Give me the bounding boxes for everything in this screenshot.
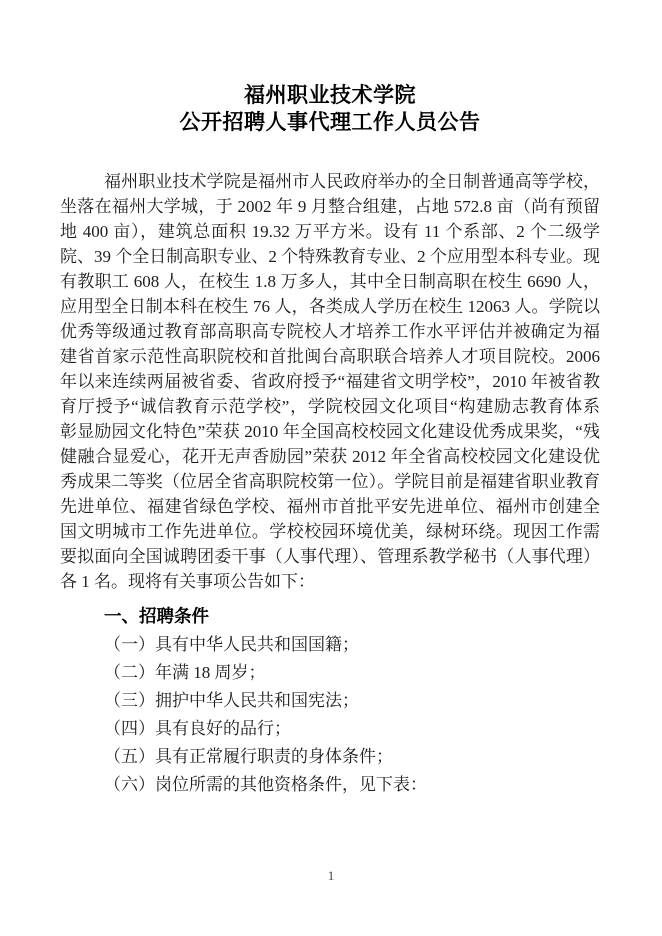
page-number: 1 — [327, 868, 335, 883]
conditions-list — [60, 631, 600, 799]
condition-item-4: （四）具有良好的品行； — [104, 719, 291, 738]
condition-item-6: （六）岗位所需的其他资格条件，见下表： — [104, 775, 427, 794]
condition-item-3: （三）拥护中华人民共和国宪法； — [104, 691, 359, 710]
condition-item-1: （一）具有中华人民共和国国籍； — [104, 635, 359, 654]
intro-paragraph: 福州职业技术学院是福州市人民政府举办的全日制普通高等学校，坐落在福州大学城，于 2002 年 9 月整合组建，占地 572.8 亩（尚有预留地 400 亩），建筑总面积 19.32 万平方米。设有 11 个系部、2 个二级学院、39 个全日制高职专业、2 个特殊教育专业、2 个应用型本科专业。现有教职工 608 人，在校生 1.8 万多人，其中全日制高职在校生 6690 人，应用型全日制本科在校生 76 人，各类成人学历在校生 12063 人。学院以优秀等级通过教育部高职高专院校人才培养工作水平评估并被确定为福建省首家示范性高职院校和首批闽台高职联合培养人才项目院校。2006 年以来连续两届被省委、省政府授予“福建省文明学校”，2010 年被省教育厅授予“诚信教育示范学校”，学院校园文化项目“构建励志教育体系 彰显励园文化特色”荣获 2010 年全国高校校园文化建设优秀成果奖，“残健融合显爱心，花开无声香励园”荣获 2012 年全省高校校园文化建设优秀成果二等奖（位居全省高职院校第一位）。学院目前是福建省职业教育先进单位、福建省绿色学校、福州市首批平安先进单位、福州市创建全国文明城市工作先进单位。学校校园环境优美，绿树环绕。现因工作需要拟面向全国诚聘团委干事（人事代理）、管理系教学秘书（人事代理）各 1 名。现将有关事项公告如下： — [60, 172, 617, 591]
document-title — [60, 82, 600, 136]
condition-item-2: （二）年满 18 周岁； — [104, 663, 266, 682]
condition-item-5: （五）具有正常履行职责的身体条件； — [104, 747, 393, 766]
section-heading-recruitment-conditions: 一、招聘条件 — [104, 606, 209, 626]
title-line-2: 公开招聘人事代理工作人员公告 — [179, 111, 481, 134]
title-line-1: 福州职业技术学院 — [244, 84, 416, 107]
